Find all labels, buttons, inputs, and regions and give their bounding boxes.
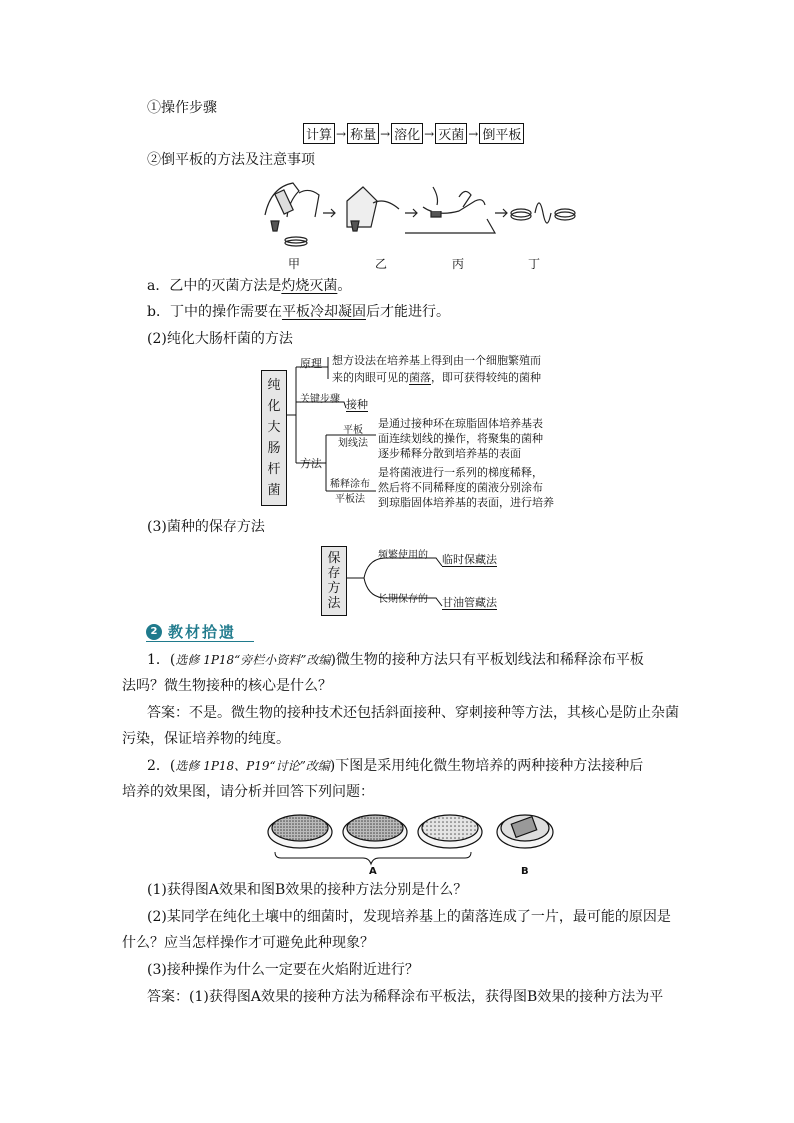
sub-question-1: (1)获得图A效果和图B效果的接种方法分别是什么？ <box>147 882 468 898</box>
step-box: 溶化 <box>391 123 423 144</box>
sub-question-3: (3)接种操作为什么一定要在火焰附近进行？ <box>147 962 419 978</box>
principle-label: 原理 <box>300 357 322 370</box>
answer-underline: 菌落 <box>409 371 431 384</box>
frequent-use-value: 临时保藏法 <box>442 553 497 566</box>
arrow-right-icon: → <box>424 126 435 141</box>
line-a: a．乙中的灭菌方法是灼烧灭菌。 <box>147 278 352 294</box>
key-step-value: 接种 <box>346 398 368 411</box>
figure-label: 甲 <box>288 257 301 271</box>
arrow-right-icon: → <box>468 126 479 141</box>
answer-1-cont: 污染，保证培养物的纯度。 <box>122 731 290 747</box>
step-box: 计算 <box>303 123 335 144</box>
key-step-label: 关键步骤 <box>300 394 340 405</box>
answer-1: 答案：不是。微生物的接种技术还包括斜面接种、穿刺接种等方法，其核心是防止杂菌 <box>147 705 679 721</box>
long-term-value: 甘油管藏法 <box>442 596 497 609</box>
long-term-label: 长期保存的 <box>378 594 428 605</box>
question-1: 1．(选修 1P18“旁栏小资料”改编)微生物的接种方法只有平板划线法和稀释涂布平板 <box>147 652 644 668</box>
figure-label: 丁 <box>528 257 541 271</box>
streak-text: 是通过接种环在琼脂固体培养基表 面连续划线的操作，将聚集的菌种 逐步稀释分散到培养基的表面 <box>378 417 543 460</box>
section-underline <box>146 641 254 642</box>
step-box: 倒平板 <box>479 123 524 144</box>
section-header <box>146 621 236 642</box>
sub-question-2: (2)某同学在纯化土壤中的细菌时，发现培养基上的菌落连成了一片，最可能的原因是 <box>147 909 671 925</box>
storage-label-box: 保 存 方 法 <box>321 546 347 616</box>
step-box: 称量 <box>347 123 379 144</box>
pour-plate-illustration <box>255 173 585 253</box>
question-source: 选修 1P18“旁栏小资料”改编 <box>175 653 331 667</box>
petri-dish-figure <box>265 808 555 878</box>
question-2-cont: 培养的效果图，请分析并回答下列问题： <box>122 784 374 800</box>
figure-label: 丙 <box>452 257 465 271</box>
line-b: b．丁中的操作需要在平板冷却凝固后才能进行。 <box>147 304 450 320</box>
figure-a-label: A <box>369 866 377 877</box>
arrow-right-icon: → <box>336 126 347 141</box>
frequent-use-label: 频繁使用的 <box>378 550 428 561</box>
section-title: 教材拾遗 <box>168 623 237 641</box>
step-title: ①操作步骤 <box>147 100 217 116</box>
streak-label: 平板 划线法 <box>338 425 368 449</box>
purify-label-box: 纯 化 大 肠 杆 菌 <box>261 370 287 506</box>
step-flow <box>303 123 524 144</box>
question-2: 2．(选修 1P18、P19“讨论”改编)下图是采用纯化微生物培养的两种接种方法接种后 <box>147 758 644 774</box>
method-label: 方法 <box>300 457 322 470</box>
figure-b-label: B <box>521 866 529 877</box>
section-2-title: (2)纯化大肠杆菌的方法 <box>147 331 293 347</box>
sub-question-2-cont: 什么？应当怎样操作才可避免此种现象？ <box>122 935 374 951</box>
principle-text: 想方设法在培养基上得到由一个细胞繁殖而 来的肉眼可见的菌落，即可获得较纯的菌种 <box>332 354 541 384</box>
section-3-title: (3)菌种的保存方法 <box>147 519 265 535</box>
arrow-right-icon: → <box>380 126 391 141</box>
spread-text: 是将菌液进行一系列的梯度稀释， 然后将不同稀释度的菌液分别涂布 到琼脂固体培养基的表面，进行培养 <box>378 466 554 509</box>
section-number-icon: 2 <box>146 624 162 640</box>
figure-label: 乙 <box>375 257 388 271</box>
answer-underline: 灼烧灭菌 <box>281 278 338 294</box>
step-box: 灭菌 <box>435 123 467 144</box>
spread-label: 稀释涂布 平板法 <box>330 479 370 505</box>
question-source: 选修 1P18、P19“讨论”改编 <box>175 759 330 773</box>
pour-title: ②倒平板的方法及注意事项 <box>147 152 315 168</box>
answer-underline: 平板冷却凝固 <box>281 304 366 320</box>
question-1-cont: 法吗？微生物接种的核心是什么？ <box>122 678 332 694</box>
answer-2: 答案：(1)获得图A效果的接种方法为稀释涂布平板法，获得图B效果的接种方法为平 <box>147 989 664 1005</box>
